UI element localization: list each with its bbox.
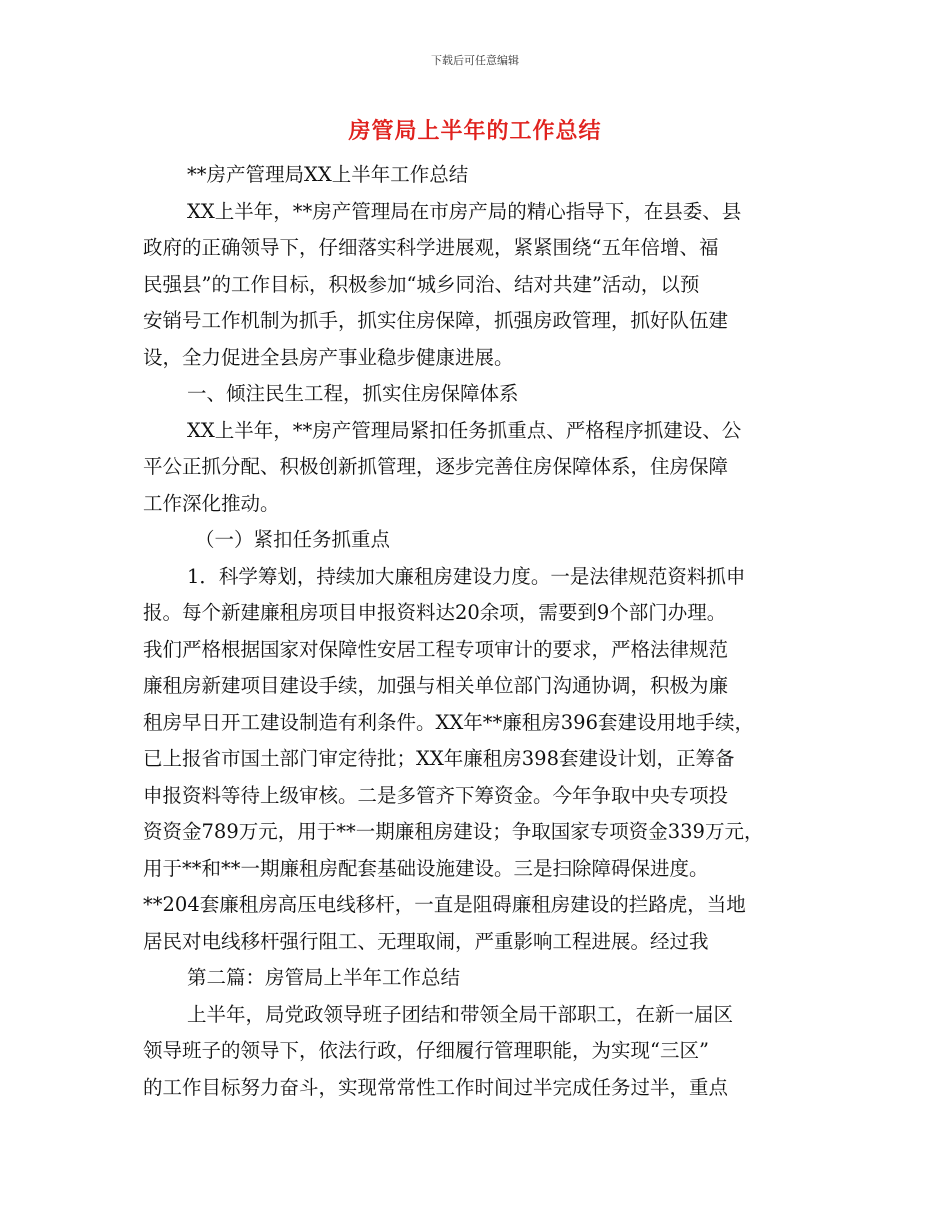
paragraph-line: 政府的正确领导下，仔细落实科学进展观，紧紧围绕“五年倍增、福 <box>143 236 719 259</box>
paragraph-line: XX上半年，**房产管理局紧扣任务抓重点、严格程序抓建设、公 <box>187 419 742 442</box>
paragraph-line: 资资金789万元，用于**一期廉租房建设；争取国家专项资金339万元， <box>143 820 764 843</box>
paragraph-line: 安销号工作机制为抓手，抓实住房保障，抓强房政管理，抓好队伍建 <box>143 309 729 332</box>
section-heading: 一、倾注民生工程，抓实住房保障体系 <box>187 382 519 405</box>
paragraph-line: 已上报省市国土部门审定待批；XX年廉租房398套建设计划，正筹备 <box>143 747 735 770</box>
paragraph-line: 的工作目标努力奋斗，实现常常性工作时间过半完成任务过半，重点 <box>143 1076 729 1099</box>
paragraph-line: 我们严格根据国家对保障性安居工程专项审计的要求，严格法律规范 <box>143 638 729 661</box>
paragraph-line: 民强县”的工作目标，积极参加“城乡同治、结对共建”活动，以预 <box>143 273 700 296</box>
paragraph-line: 领导班子的领导下，依法行政，仔细履行管理职能，为实现“三区” <box>143 1039 709 1062</box>
paragraph-line: XX上半年，**房产管理局在市房产局的精心指导下，在县委、县 <box>187 200 742 223</box>
paragraph-line: 居民对电线移杆强行阻工、无理取闹，严重影响工程进展。经过我 <box>143 930 709 953</box>
document-title: 房管局上半年的工作总结 <box>348 119 602 144</box>
paragraph-line: 1．科学筹划，持续加大廉租房建设力度。一是法律规范资料抓申 <box>187 565 746 588</box>
paragraph-line: 用于**和**一期廉租房配套基础设施建设。三是扫除障碍保进度。 <box>143 857 709 880</box>
paragraph-line: 设，全力促进全县房产事业稳步健康进展。 <box>143 346 514 369</box>
paragraph-line: 申报资料等待上级审核。二是多管齐下筹资金。今年争取中央专项投 <box>143 784 729 807</box>
paragraph-line: 报。每个新建廉租房项目申报资料达20余项，需要到9个部门办理。 <box>143 601 727 624</box>
paragraph-line: 廉租房新建项目建设手续，加强与相关单位部门沟通协调，积极为廉 <box>143 674 729 697</box>
chapter-heading: 第二篇：房管局上半年工作总结 <box>187 966 461 989</box>
subtitle-line: **房产管理局XX上半年工作总结 <box>187 163 469 186</box>
paragraph-line: 平公正抓分配、积极创新抓管理，逐步完善住房保障体系，住房保障 <box>143 455 729 478</box>
paragraph-line: 工作深化推动。 <box>143 492 280 515</box>
paragraph-line: 上半年，局党政领导班子团结和带领全局干部职工，在新一届区 <box>187 1003 734 1026</box>
paragraph-line: **204套廉租房高压电线移杆，一直是阻碍廉租房建设的拦路虎，当地 <box>143 893 746 916</box>
subsection-heading: （一）紧扣任务抓重点 <box>195 528 391 551</box>
paragraph-line: 租房早日开工建设制造有利条件。XX年**廉租房396套建设用地手续， <box>143 711 754 734</box>
header-note: 下载后可任意编辑 <box>431 54 519 67</box>
